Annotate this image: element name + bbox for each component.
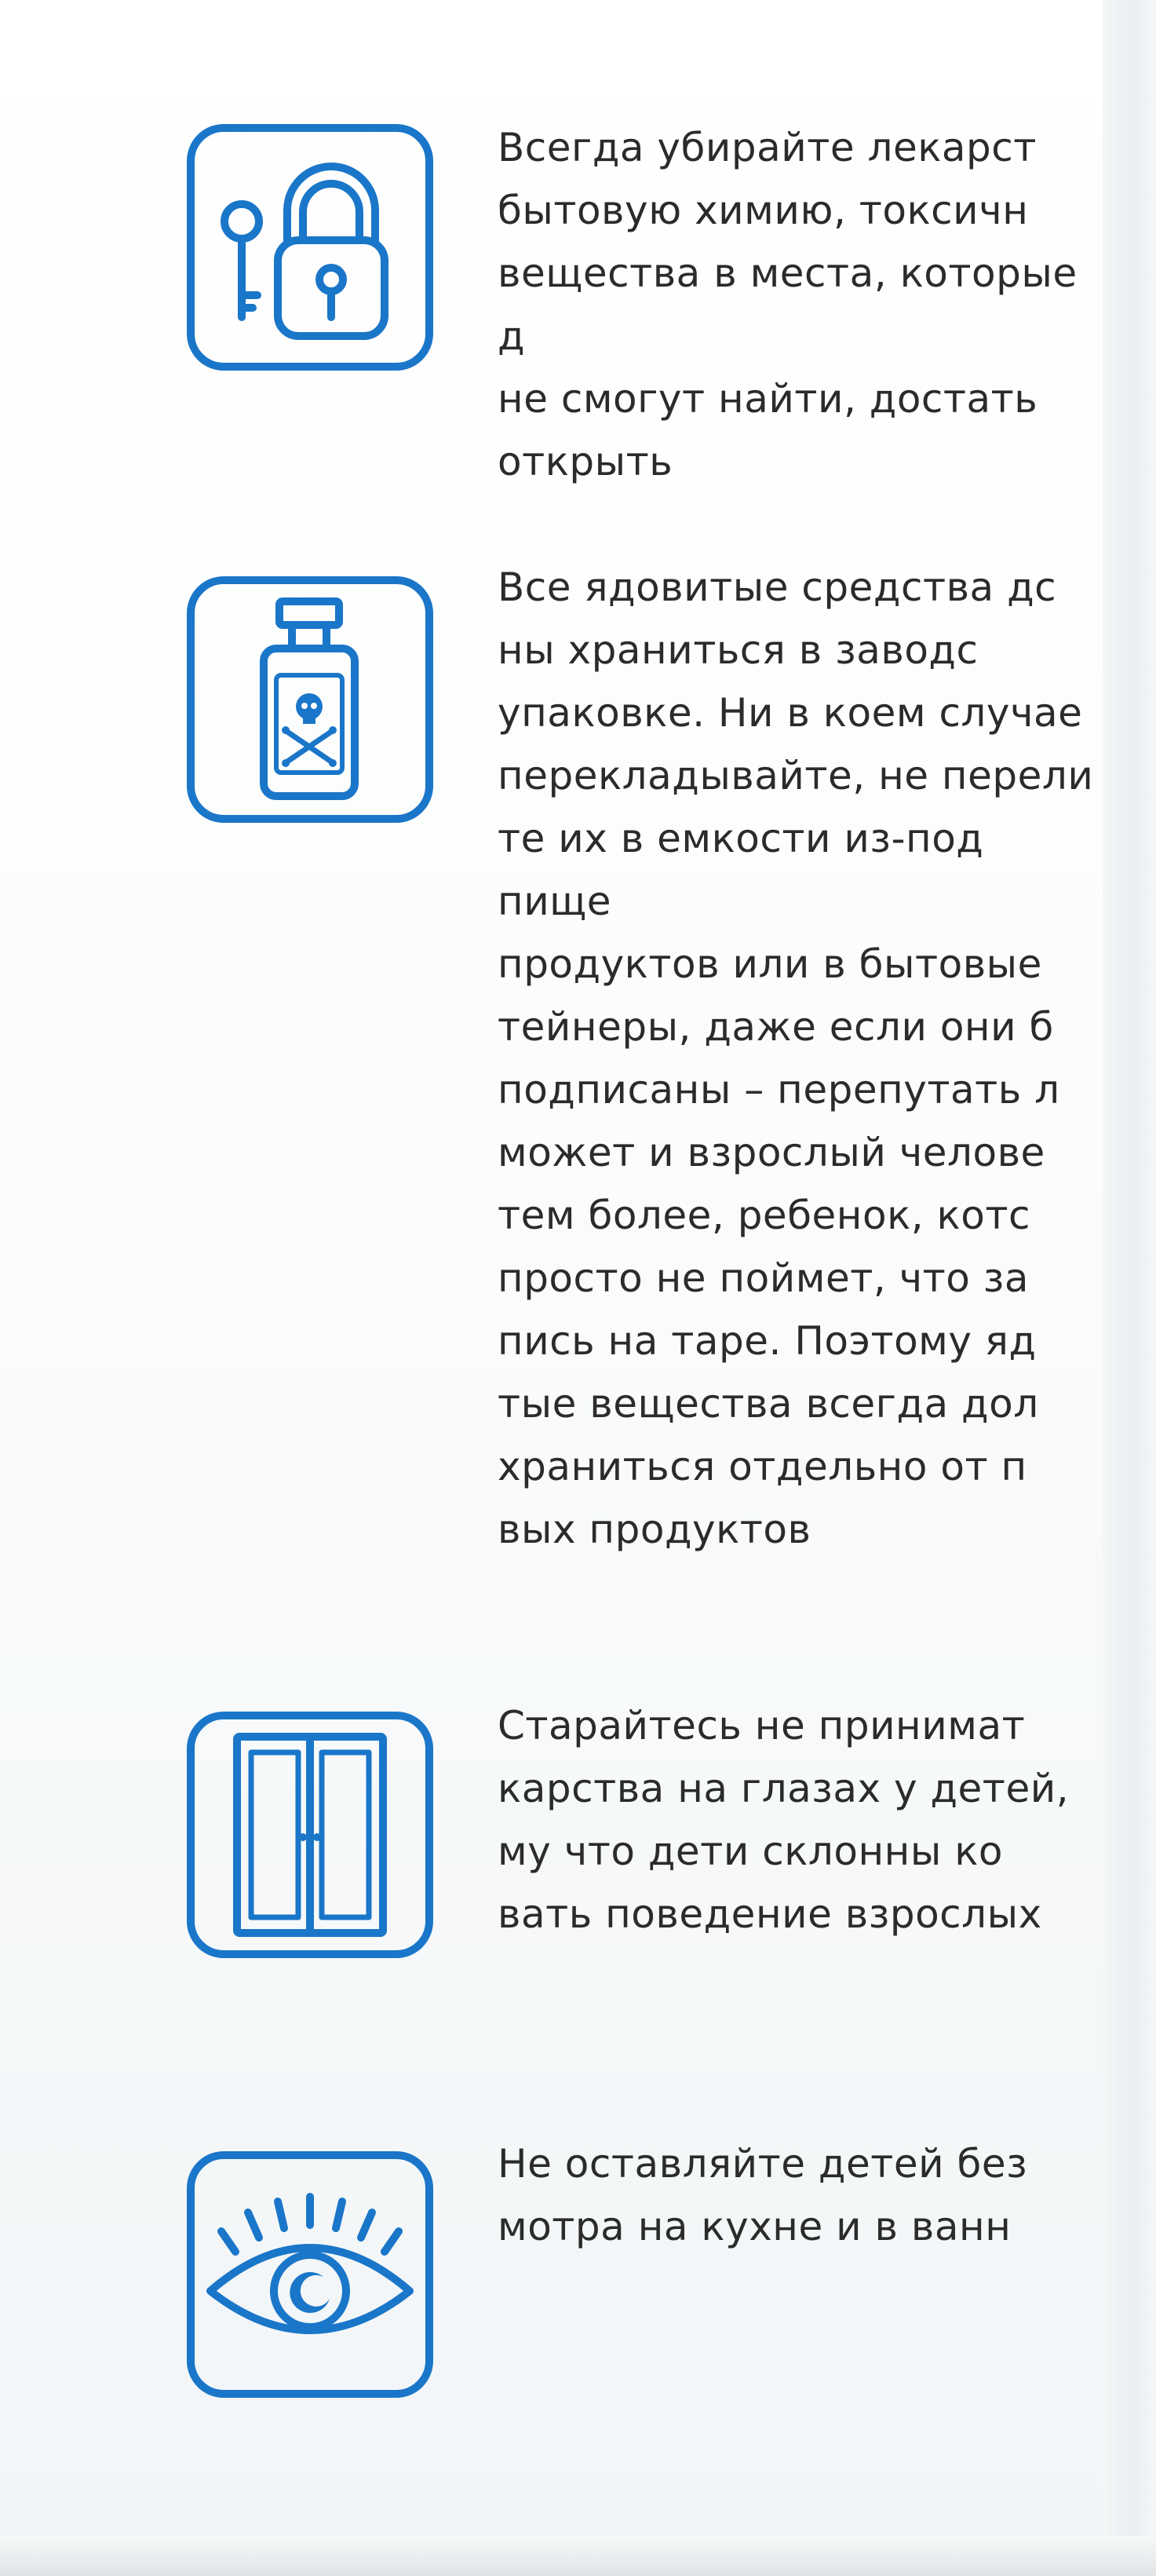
paper-bottom-edge (0, 2536, 1156, 2576)
poison-bottle-icon (185, 575, 435, 824)
tip-text-cabinet: Старайтесь не принимат карства на глазах у детей, му что дети склонны ко вать поведение взрослых (498, 1703, 1070, 1937)
tip-text-lock: Всегда убирайте лекарст бытовую химию, токсичн вещества в места, которые д не смогут найти, достать открыть (498, 125, 1078, 484)
eye-icon (185, 2150, 435, 2399)
tip-text-poison: Все ядовитые средства дс ны храниться в заводс упаковке. Ни в коем случае перекладывайте, не перели те их в емкости из-под пище продуктов или в бытовые тейнеры, даже если они б подписаны – перепутать л может и взрослый челове тем более, ребенок, котс просто не поймет, что за пись на таре. Поэтому яд тые вещества всегда дол храниться отдельно от п вых продуктов (498, 565, 1094, 1552)
cabinet-icon (185, 1710, 435, 1960)
lock-and-key-icon (185, 122, 435, 372)
scan-edge-band (1103, 0, 1156, 2576)
tip-text-eye: Не оставляйте детей без мотра на кухне и в ванн (498, 2141, 1028, 2249)
